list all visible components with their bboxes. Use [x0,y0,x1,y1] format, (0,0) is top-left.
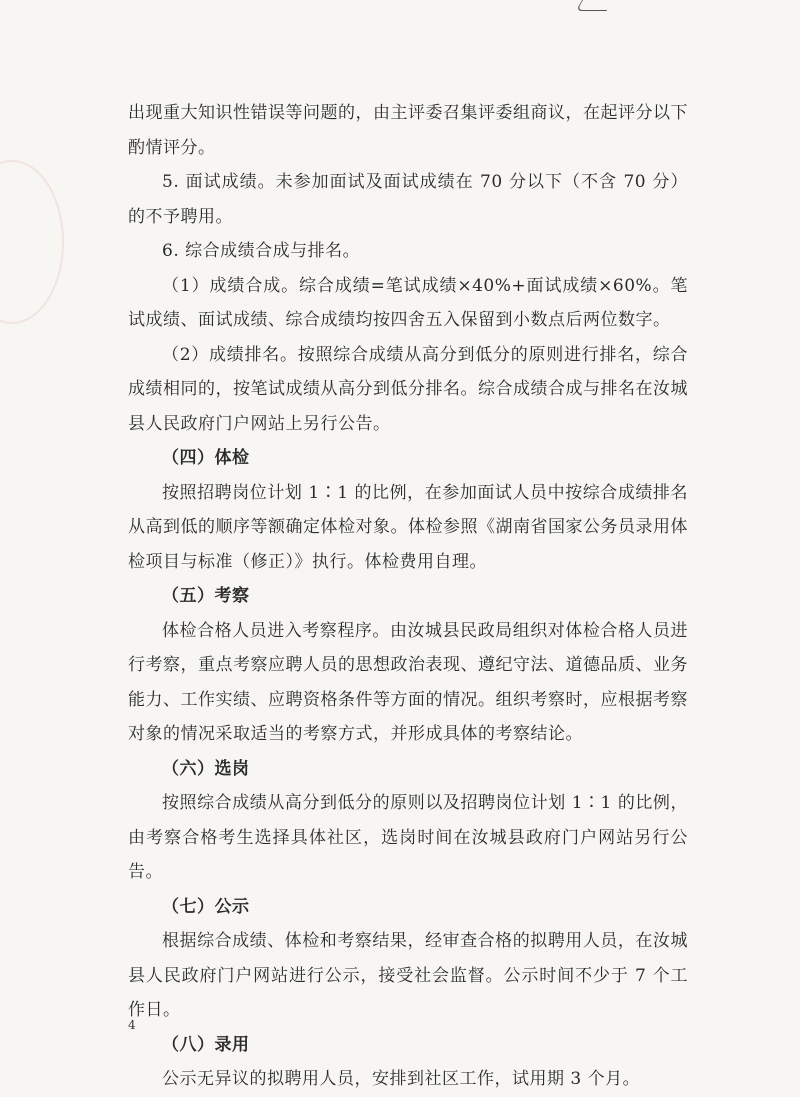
paragraph-composite-ranking: 6. 综合成绩合成与排名。 [162,241,361,261]
corner-mark [576,0,613,11]
section-heading-publicity: （七）公示 [162,896,250,917]
section-heading-physical-exam: （四）体检 [162,448,250,468]
paragraph-post-selection: 按照综合成绩从高分到低分的原则以及招聘岗位计划 1∶1 的比例，由考察合格考生选择具体社区，选岗时间在汝城县政府门户网站另行公告。 [128,793,688,882]
paragraph-physical-exam: 按照招聘岗位计划 1∶1 的比例，在参加面试人员中按综合成绩排名从高到低的顺序等额确定体检对象。体检参照《湖南省国家公务员录用体检项目与标准（修正）》执行。体检费用自理。 [128,482,688,572]
page-number: 4 [128,1018,136,1032]
section-heading-employment: （八）录用 [162,1034,250,1055]
section-heading-inspection: （五）考察 [162,586,250,606]
paragraph-score-composition: （1）成绩合成。综合成绩=笔试成绩×40%+面试成绩×60%。笔试成绩、面试成绩、综合成绩均按四舍五入保留到小数点后两位数字。 [128,275,688,330]
paragraph-publicity: 根据综合成绩、体检和考察结果，经审查合格的拟聘用人员，在汝城县人民政府门户网站进行公示，接受社会监督。公示时间不少于 7 个工作日。 [128,931,688,1020]
paragraph-inspection: 体检合格人员进入考察程序。由汝城县民政局组织对体检合格人员进行考察，重点考察应聘人员的思想政治表现、遵纪守法、道德品质、业务能力、工作实绩、应聘资格条件等方面的情况。组织考察时，应根据考察对象的情况采取适当的考察方式，并形成具体的考察结论。 [128,620,688,744]
paragraph-interview-score: 5. 面试成绩。未参加面试及面试成绩在 70 分以下（不含 70 分）的不予聘用。 [128,172,688,227]
paragraph-employment: 公示无异议的拟聘用人员，安排到社区工作，试用期 3 个月。 [162,1069,641,1089]
paragraph-continuation: 出现重大知识性错误等问题的，由主评委召集评委组商议，在起评分以下酌情评分。 [128,103,688,158]
document-body [128,96,688,1097]
section-heading-post-selection: （六）选岗 [162,758,250,779]
paragraph-score-ranking: （2）成绩排名。按照综合成绩从高分到低分的原则进行排名，综合成绩相同的，按笔试成绩从高分到低分排名。综合成绩合成与排名在汝城县人民政府门户网站上另行公告。 [128,344,688,434]
stamp-residue [0,160,64,324]
